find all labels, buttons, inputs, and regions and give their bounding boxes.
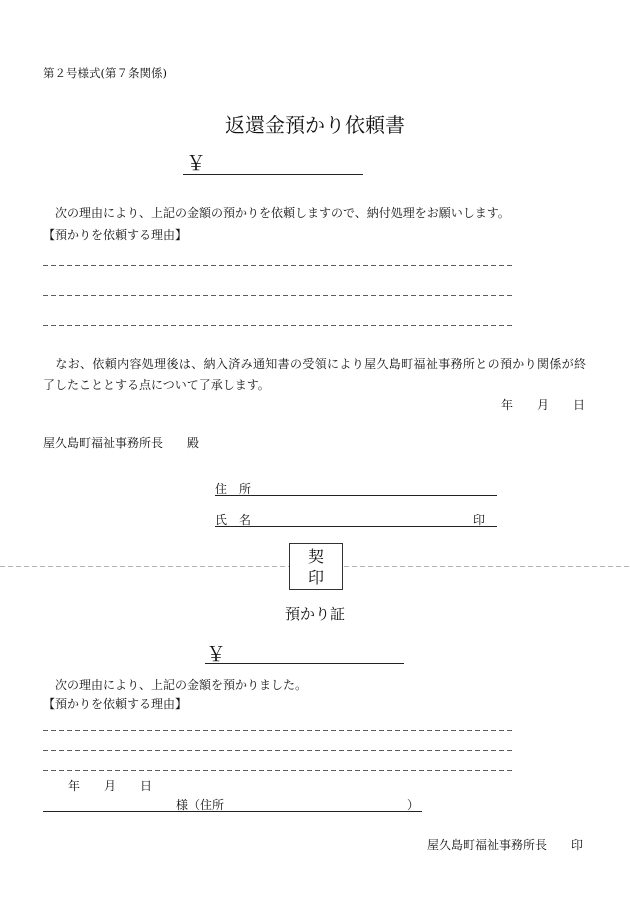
name-label: 氏 名 (215, 513, 252, 527)
tally-seal-char: 印 (307, 567, 324, 587)
recipient-address-label: 様（住所 (176, 798, 225, 812)
receipt-amount-underline (205, 663, 404, 664)
receipt-reason-blank-line (43, 770, 512, 771)
request-amount-underline (183, 174, 363, 175)
name-seal-mark: 印 (473, 513, 486, 527)
request-date-label: 年 月 日 (501, 398, 586, 412)
recipient-address-close-paren: ） (407, 798, 420, 812)
receipt-title: 預かり証 (284, 605, 345, 623)
receipt-reason-blank-line (43, 730, 512, 731)
recipient-underline (43, 811, 422, 812)
request-reason-blank-line (43, 325, 512, 326)
request-addressee: 屋久島町福祉事務所長 殿 (43, 436, 200, 450)
receipt-reason-blank-line (43, 750, 512, 751)
request-notice-line: 了したこととする点について了承します。 (43, 378, 270, 392)
address-label: 住 所 (215, 482, 252, 496)
request-reason-label: 【預かりを依頼する理由】 (43, 228, 188, 242)
address-underline (215, 495, 497, 496)
request-body-text: 次の理由により、上記の金額の預かりを依頼しますので、納付処理をお願いします。 (43, 206, 510, 220)
form-number: 第２号様式(第７条関係) (43, 66, 167, 80)
receipt-date-label: 年 月 日 (68, 779, 153, 793)
receipt-reason-label: 【預かりを依頼する理由】 (43, 697, 188, 711)
tally-seal-char: 契 (307, 546, 324, 566)
request-reason-blank-line (43, 295, 512, 296)
name-underline (215, 526, 497, 527)
tally-seal-box (289, 543, 343, 590)
receipt-yen-symbol: ￥ (206, 642, 226, 666)
request-title: 返還金預かり依頼書 (225, 113, 405, 137)
request-reason-blank-line (43, 265, 512, 266)
request-yen-symbol: ￥ (186, 151, 206, 175)
receipt-issuer: 屋久島町福祉事務所長 印 (427, 838, 584, 852)
request-notice-line: なお、依頼内容処理後は、納入済み通知書の受領により屋久島町福祉事務所との預かり関係が終 (43, 357, 587, 371)
receipt-body-text: 次の理由により、上記の金額を預かりました。 (43, 678, 308, 692)
